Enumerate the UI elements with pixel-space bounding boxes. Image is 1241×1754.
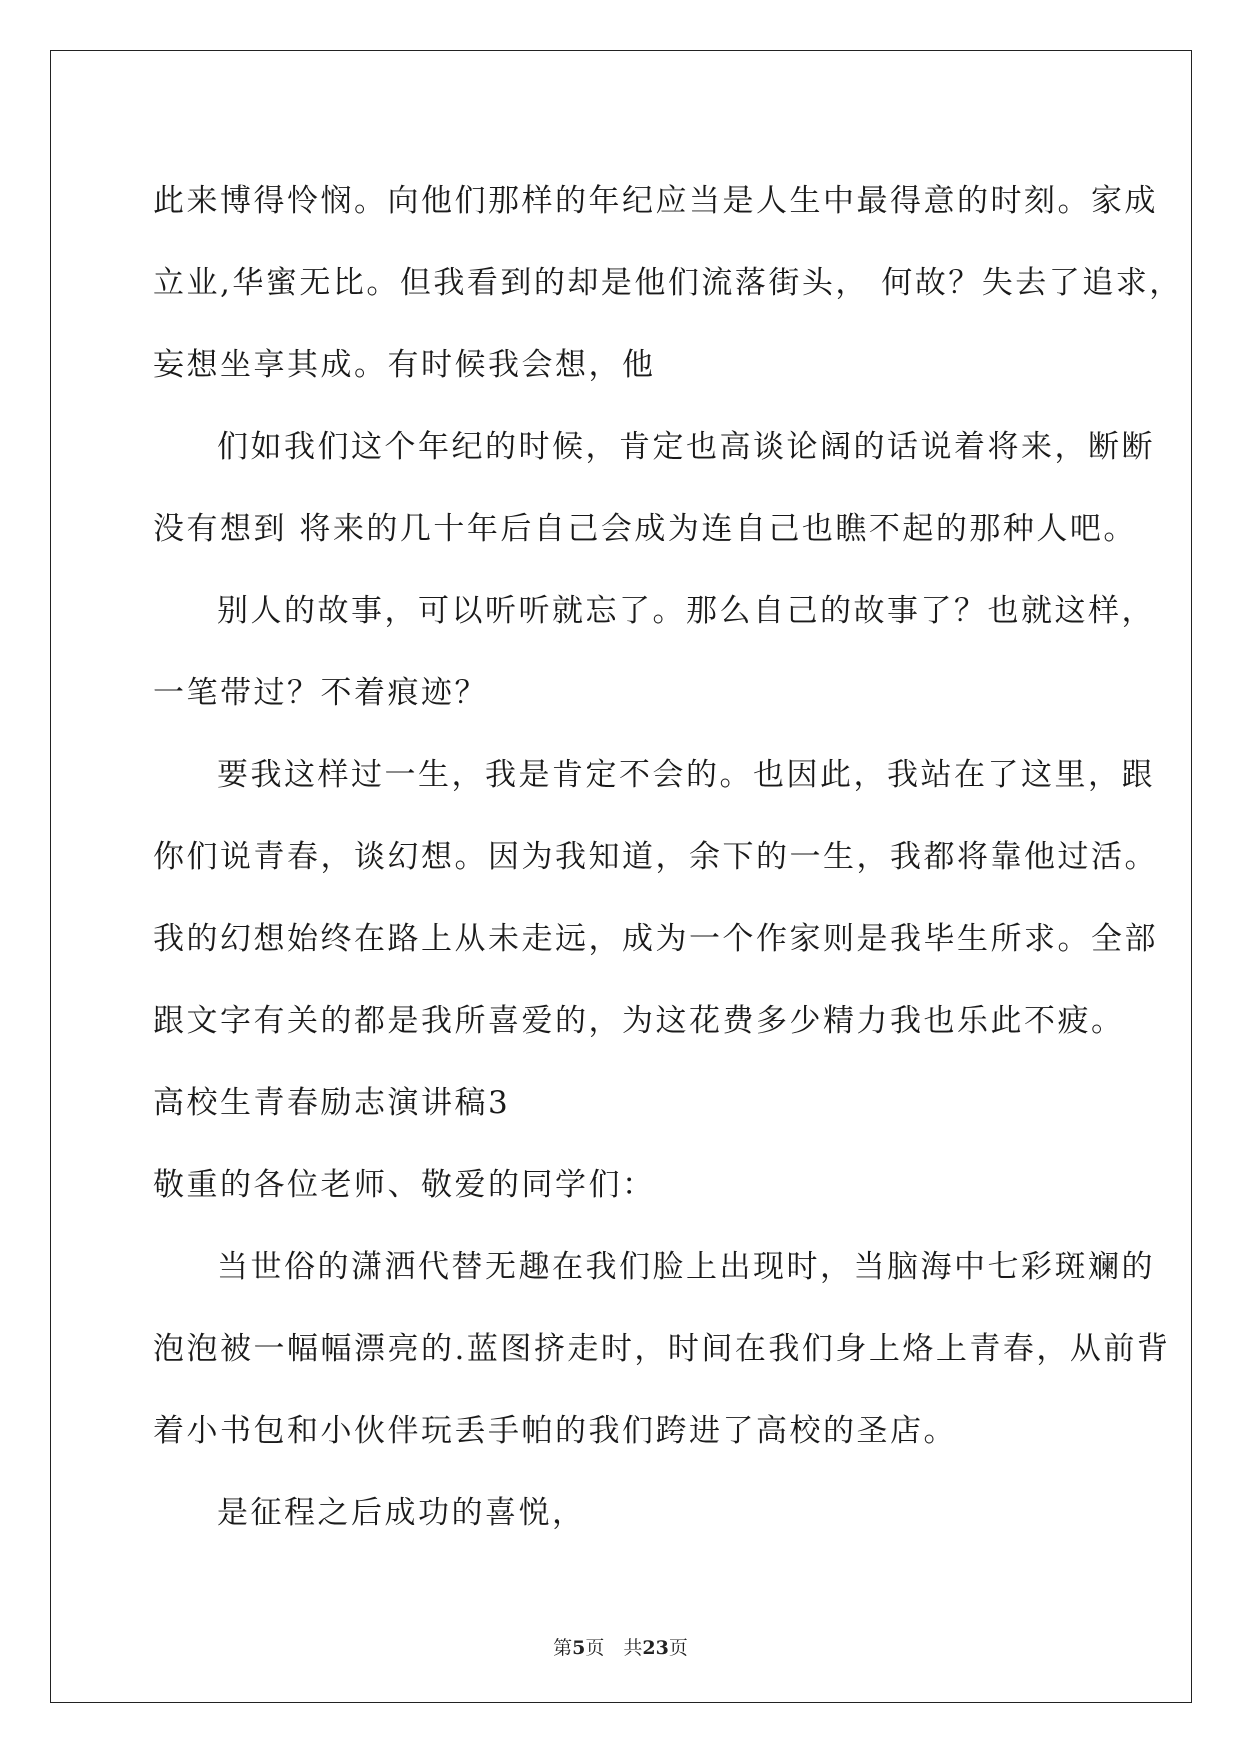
text-line: 我的幻想始终在路上从未走远，成为一个作家则是我毕生所求。全部 (153, 921, 1158, 957)
text-line: 别人的故事，可以听听就忘了。那么自己的故事了？也就这样， (217, 593, 1155, 629)
document-body (153, 160, 1183, 1554)
text-line: 泡泡被一幅幅漂亮的.蓝图挤走时，时间在我们身上烙上青春，从前背 (153, 1331, 1171, 1367)
text-line: 跟文字有关的都是我所喜爱的，为这花费多少精力我也乐此不疲。 (153, 1003, 1125, 1039)
page-footer (0, 1633, 1241, 1660)
text-line: 当世俗的潇洒代替无趣在我们脸上出现时，当脑海中七彩斑斓的 (217, 1249, 1155, 1285)
footer-prefix: 第 (553, 1637, 573, 1659)
text-line: 没有想到 将来的几十年后自己会成为连自己也瞧不起的那种人吧。 (153, 511, 1137, 547)
section-heading: 高校生青春励志演讲稿3 (153, 1085, 511, 1121)
text-line: 你们说青春，谈幻想。因为我知道，余下的一生，我都将靠他过活。 (153, 839, 1158, 875)
text-line: 立业,华蜜无比。但我看到的却是他们流落街头， 何故？失去了追求， (153, 265, 1183, 301)
text-line: 妄想坐享其成。有时候我会想，他 (153, 347, 656, 383)
total-pages-number: 23 (642, 1637, 669, 1659)
text-line: 要我这样过一生，我是肯定不会的。也因此，我站在了这里，跟 (217, 757, 1155, 793)
footer-mid: 页 共 (585, 1637, 643, 1659)
text-line: 是征程之后成功的喜悦， (217, 1495, 586, 1531)
current-page-number: 5 (572, 1637, 586, 1659)
footer-suffix: 页 (668, 1637, 688, 1659)
salutation: 敬重的各位老师、敬爱的同学们： (153, 1167, 656, 1203)
text-line: 着小书包和小伙伴玩丢手帕的我们跨进了高校的圣店。 (153, 1413, 957, 1449)
text-line: 此来博得怜悯。向他们那样的年纪应当是人生中最得意的时刻。家成 (153, 183, 1158, 219)
text-line: 们如我们这个年纪的时候，肯定也高谈论阔的话说着将来，断断 (217, 429, 1155, 465)
text-line: 一笔带过？不着痕迹？ (153, 675, 488, 711)
